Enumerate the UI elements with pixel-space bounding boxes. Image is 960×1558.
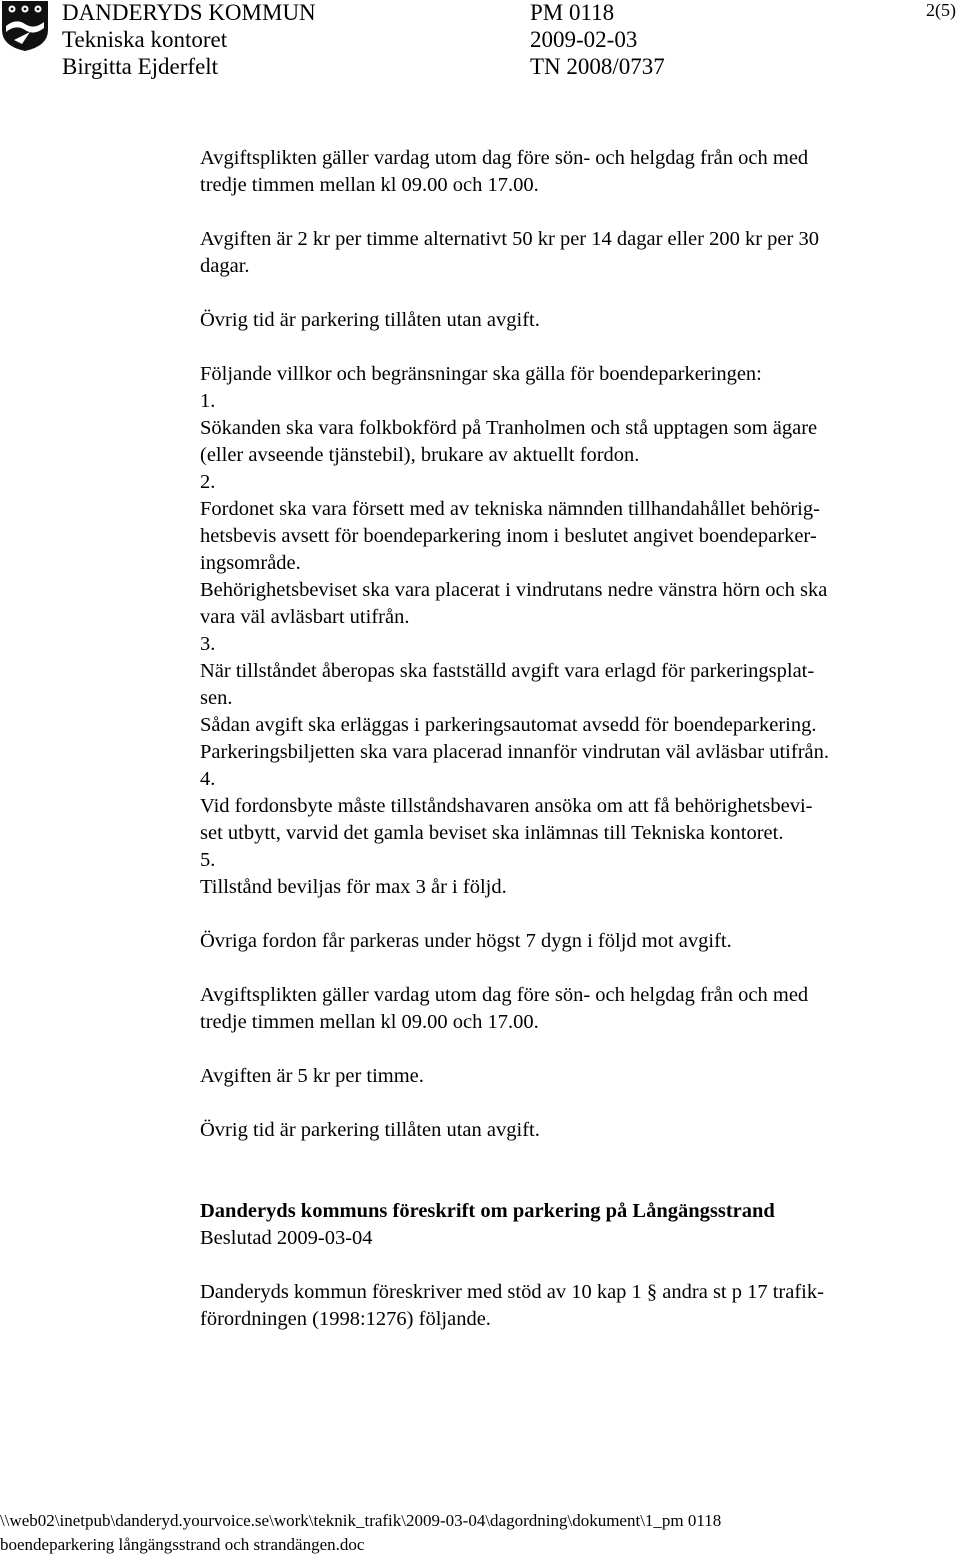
paragraph-line: Övriga fordon får parkeras under högst 7 dygn i följd mot avgift.	[200, 930, 732, 952]
list-number: 1.	[200, 390, 216, 412]
list-number: 2.	[200, 471, 216, 493]
paragraph-line: Danderyds kommun föreskriver med stöd av 10 kap 1 § andra st p 17 trafik-	[200, 1281, 824, 1303]
footer-file-name: boendeparkering långängsstrand och strandängen.doc	[0, 1535, 365, 1554]
list-item-line: Parkeringsbiljetten ska vara placerad innanför vindrutan väl avläsbar utifrån.	[200, 741, 829, 763]
list-item-line: (eller avseende tjänstebil), brukare av aktuellt fordon.	[200, 444, 640, 466]
list-item-line: set utbytt, varvid det gamla beviset ska inlämnas till Tekniska kontoret.	[200, 822, 784, 844]
paragraph-line: tredje timmen mellan kl 09.00 och 17.00.	[200, 174, 539, 196]
list-item-line: Tillstånd beviljas för max 3 år i följd.	[200, 876, 507, 898]
list-item-line: vara väl avläsbart utifrån.	[200, 606, 410, 628]
paragraph-line: Avgiften är 2 kr per timme alternativt 50 kr per 14 dagar eller 200 kr per 30	[200, 228, 819, 250]
list-item-line: Vid fordonsbyte måste tillståndshavaren ansöka om att få behörighetsbevi-	[200, 795, 813, 817]
list-number: 5.	[200, 849, 216, 871]
paragraph-line: Avgiftsplikten gäller vardag utom dag före sön- och helgdag från och med	[200, 147, 809, 169]
list-number: 3.	[200, 633, 216, 655]
paragraph-line: tredje timmen mellan kl 09.00 och 17.00.	[200, 1011, 539, 1033]
list-item-line: ingsområde.	[200, 552, 301, 574]
decision-date: Beslutad 2009-03-04	[200, 1227, 373, 1249]
list-item-line: hetsbevis avsett för boendeparkering inom i beslutet angivet boendeparker-	[200, 525, 817, 547]
reference-number: TN 2008/0737	[530, 54, 665, 79]
document-body	[200, 145, 940, 1333]
paragraph-line: Övrig tid är parkering tillåten utan avgift.	[200, 1119, 540, 1141]
org-name: DANDERYDS KOMMUN	[62, 0, 316, 25]
list-item-line: Fordonet ska vara försett med av tekniska nämnden tillhandahållet behörig-	[200, 498, 820, 520]
section-heading: Danderyds kommuns föreskrift om parkering på Långängsstrand	[200, 1200, 775, 1222]
paragraph-line: dagar.	[200, 255, 250, 277]
paragraph-line: Avgiften är 5 kr per timme.	[200, 1065, 424, 1087]
list-number: 4.	[200, 768, 216, 790]
list-item-line: sen.	[200, 687, 233, 709]
page-number: 2(5)	[926, 0, 956, 20]
footer-file-path: \\web02\inetpub\danderyd.yourvoice.se\work\teknik_trafik\2009-03-04\dagordning\dokument\1_pm 0118	[0, 1511, 722, 1530]
paragraph-line: förordningen (1998:1276) följande.	[200, 1308, 491, 1330]
document-date: 2009-02-03	[530, 27, 638, 52]
department-name: Tekniska kontoret	[62, 27, 228, 52]
list-item-line: Sökanden ska vara folkbokförd på Tranholmen och stå upptagen som ägare	[200, 417, 818, 439]
document-id: PM 0118	[530, 0, 615, 25]
list-item-line: Behörighetsbeviset ska vara placerat i vindrutans nedre vänstra hörn och ska	[200, 579, 828, 601]
author-name: Birgitta Ejderfelt	[62, 54, 219, 79]
paragraph-line: Övrig tid är parkering tillåten utan avgift.	[200, 309, 540, 331]
list-item-line: När tillståndet åberopas ska fastställd avgift vara erlagd för parkeringsplat-	[200, 660, 815, 682]
paragraph-line: Avgiftsplikten gäller vardag utom dag före sön- och helgdag från och med	[200, 984, 809, 1006]
paragraph-line: Följande villkor och begränsningar ska gälla för boendeparkeringen:	[200, 363, 762, 385]
municipal-coat-of-arms-icon	[0, 0, 50, 52]
list-item-line: Sådan avgift ska erläggas i parkeringsautomat avsedd för boendeparkering.	[200, 714, 817, 736]
